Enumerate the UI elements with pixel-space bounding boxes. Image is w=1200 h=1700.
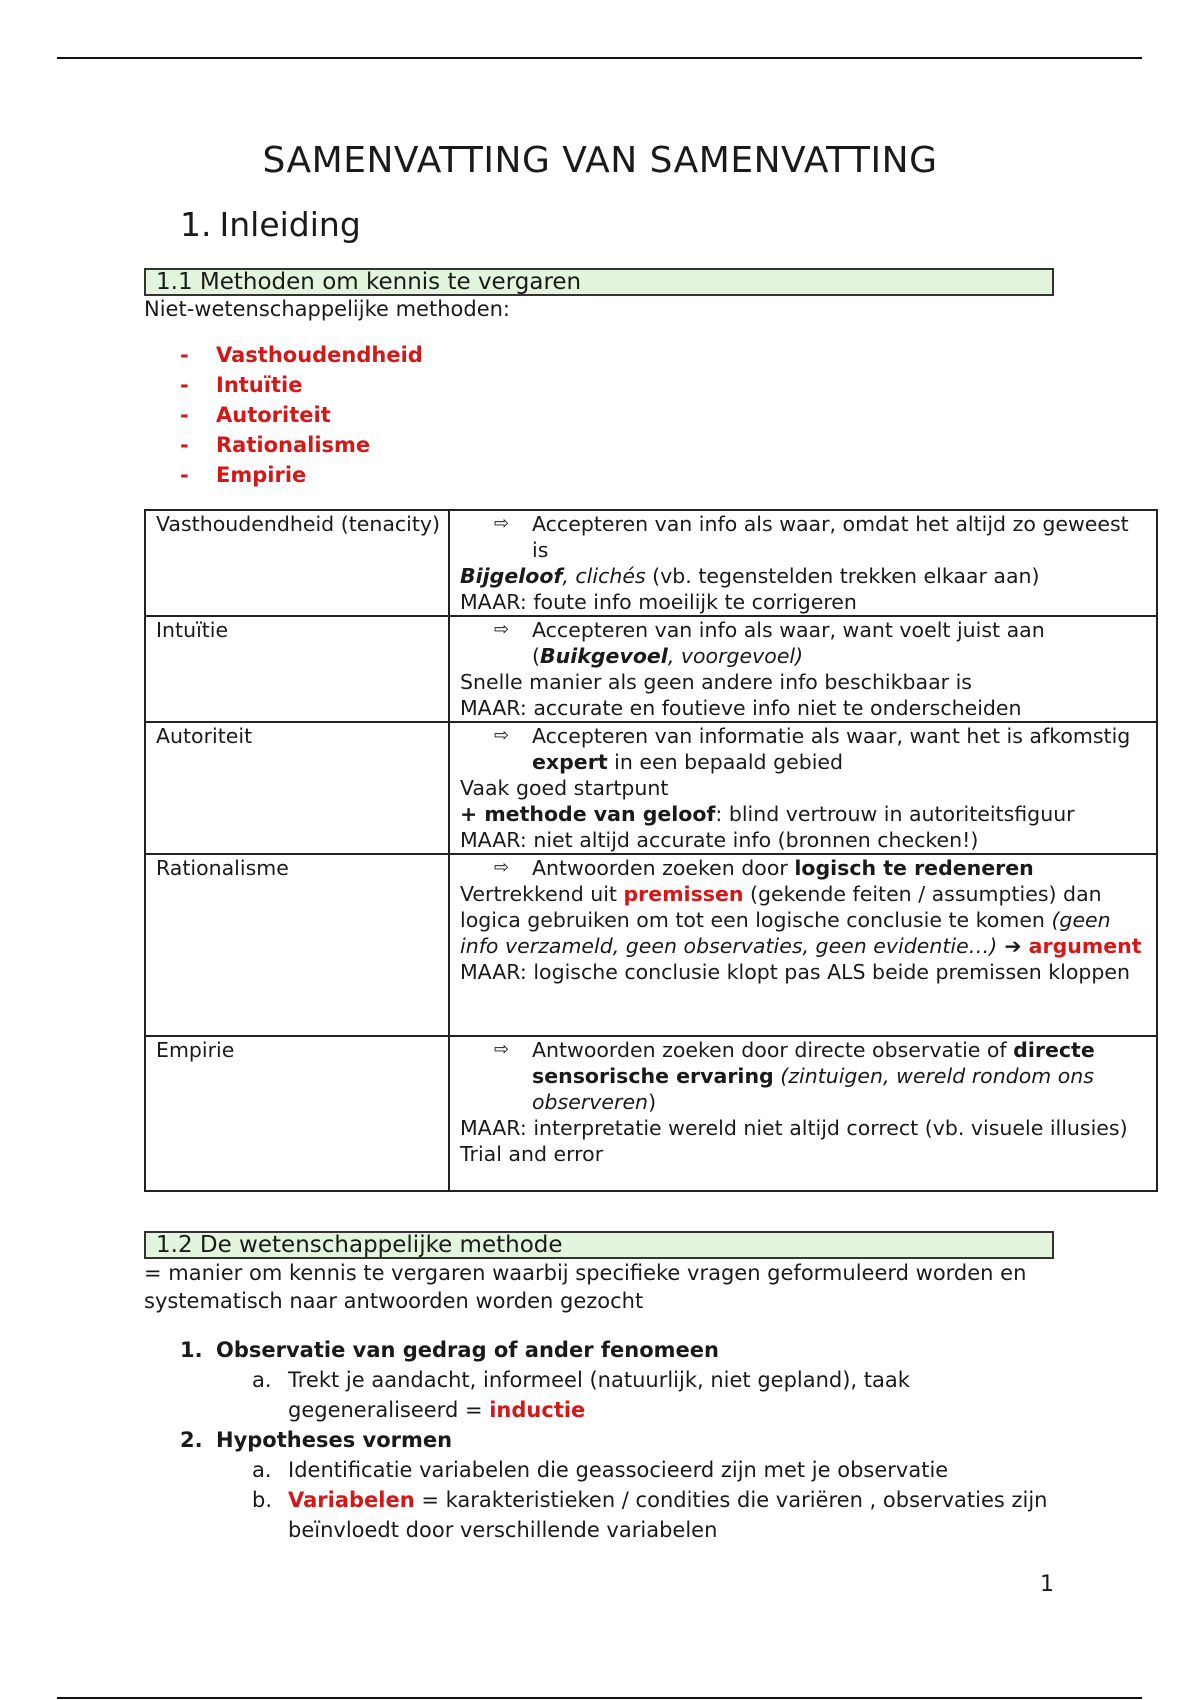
page-number: 1 [1040,1572,1054,1597]
list-item: 2. Hypotheses vormen a. Identificatie variabelen die geassocieerd zijn met je observatie b. Variabelen = karakteristieken / condities die variëren , observaties zijn beïnvloedt door verschillende variabelen [180,1425,1048,1545]
chapter-heading [180,205,361,244]
list-item: - Vasthoudendheid [180,343,423,367]
chapter-title: Inleiding [219,205,361,244]
list-item: - Autoriteit [180,403,331,427]
table-row [145,510,1157,616]
table-cell-description: ⇨ Antwoorden zoeken door logisch te redeneren Vertrekkend uit premissen (gekende feiten / assumpties) dan logica gebruiken om tot een logische conclusie te komen (geen info verzameld, geen observaties, geen evidentie…) ➔ argument MAAR: logische conclusie klopt pas ALS beide premissen kloppen [449,854,1157,1036]
chapter-number: 1. [180,205,212,244]
section-intro: Niet-wetenschappelijke methoden: [144,297,510,321]
method-list [180,340,423,490]
section-heading-1-2: 1.2 De wetenschappelijke methode [144,1231,1054,1259]
methods-table [144,509,1158,1192]
top-rule [57,57,1142,59]
list-item: - Empirie [180,463,307,487]
arrow-icon: ⇨ [494,1039,510,1060]
table-cell-method: Empirie [145,1036,449,1191]
arrow-icon: ⇨ [494,513,510,534]
table-row [145,722,1157,854]
table-cell-description: ⇨ Accepteren van informatie als waar, want het is afkomstig expert in een bepaald gebied Vaak goed startpunt + methode van geloof: blind vertrouw in autoriteitsfiguur MAAR: niet altijd accurate info (bronnen checken!) [449,722,1157,854]
section-definition: = manier om kennis te vergaren waarbij specifieke vragen geformuleerd worden en systematisch naar antwoorden worden gezocht [144,1261,1027,1313]
sub-item: a. Identificatie variabelen die geassocieerd zijn met je observatie [252,1458,949,1482]
arrow-icon: ⇨ [494,857,510,878]
table-row [145,616,1157,722]
steps-list [180,1335,1048,1545]
table-cell-method: Autoriteit [145,722,449,854]
list-item: - Intuïtie [180,373,303,397]
bottom-rule [57,1697,1142,1699]
arrow-icon: ⇨ [494,725,510,746]
table-row [145,854,1157,1036]
section-heading-1-1: 1.1 Methoden om kennis te vergaren [144,268,1054,296]
table-cell-method: Vasthoudendheid (tenacity) [145,510,449,616]
list-item: - Rationalisme [180,433,371,457]
table-cell-description: ⇨ Accepteren van info als waar, omdat het altijd zo geweest is Bijgeloof, clichés (vb. tegenstelden trekken elkaar aan) MAAR: foute info moeilijk te corrigeren [449,510,1157,616]
sub-item: b. Variabelen = karakteristieken / condities die variëren , observaties zijn beïnvloedt door verschillende variabelen [252,1488,1048,1542]
arrow-icon: ⇨ [494,619,510,640]
list-item: 1. Observatie van gedrag of ander fenomeen a. Trekt je aandacht, informeel (natuurlijk, niet gepland), taak gegeneraliseerd = inductie [180,1335,1048,1425]
table-row [145,1036,1157,1191]
table-cell-method: Rationalisme [145,854,449,1036]
sub-item: a. Trekt je aandacht, informeel (natuurlijk, niet gepland), taak gegeneraliseerd = inductie [252,1368,910,1422]
table-cell-description: ⇨ Antwoorden zoeken door directe observatie of directe sensorische ervaring (zintuigen, wereld rondom ons observeren) MAAR: interpretatie wereld niet altijd correct (vb. visuele illusies) Trial and error [449,1036,1157,1191]
table-cell-description: ⇨ Accepteren van info als waar, want voelt juist aan (Buikgevoel, voorgevoel) Snelle manier als geen andere info beschikbaar is MAAR: accurate en foutieve info niet te onderscheiden [449,616,1157,722]
table-cell-method: Intuïtie [145,616,449,722]
page-title: SAMENVATTING VAN SAMENVATTING [262,140,938,181]
